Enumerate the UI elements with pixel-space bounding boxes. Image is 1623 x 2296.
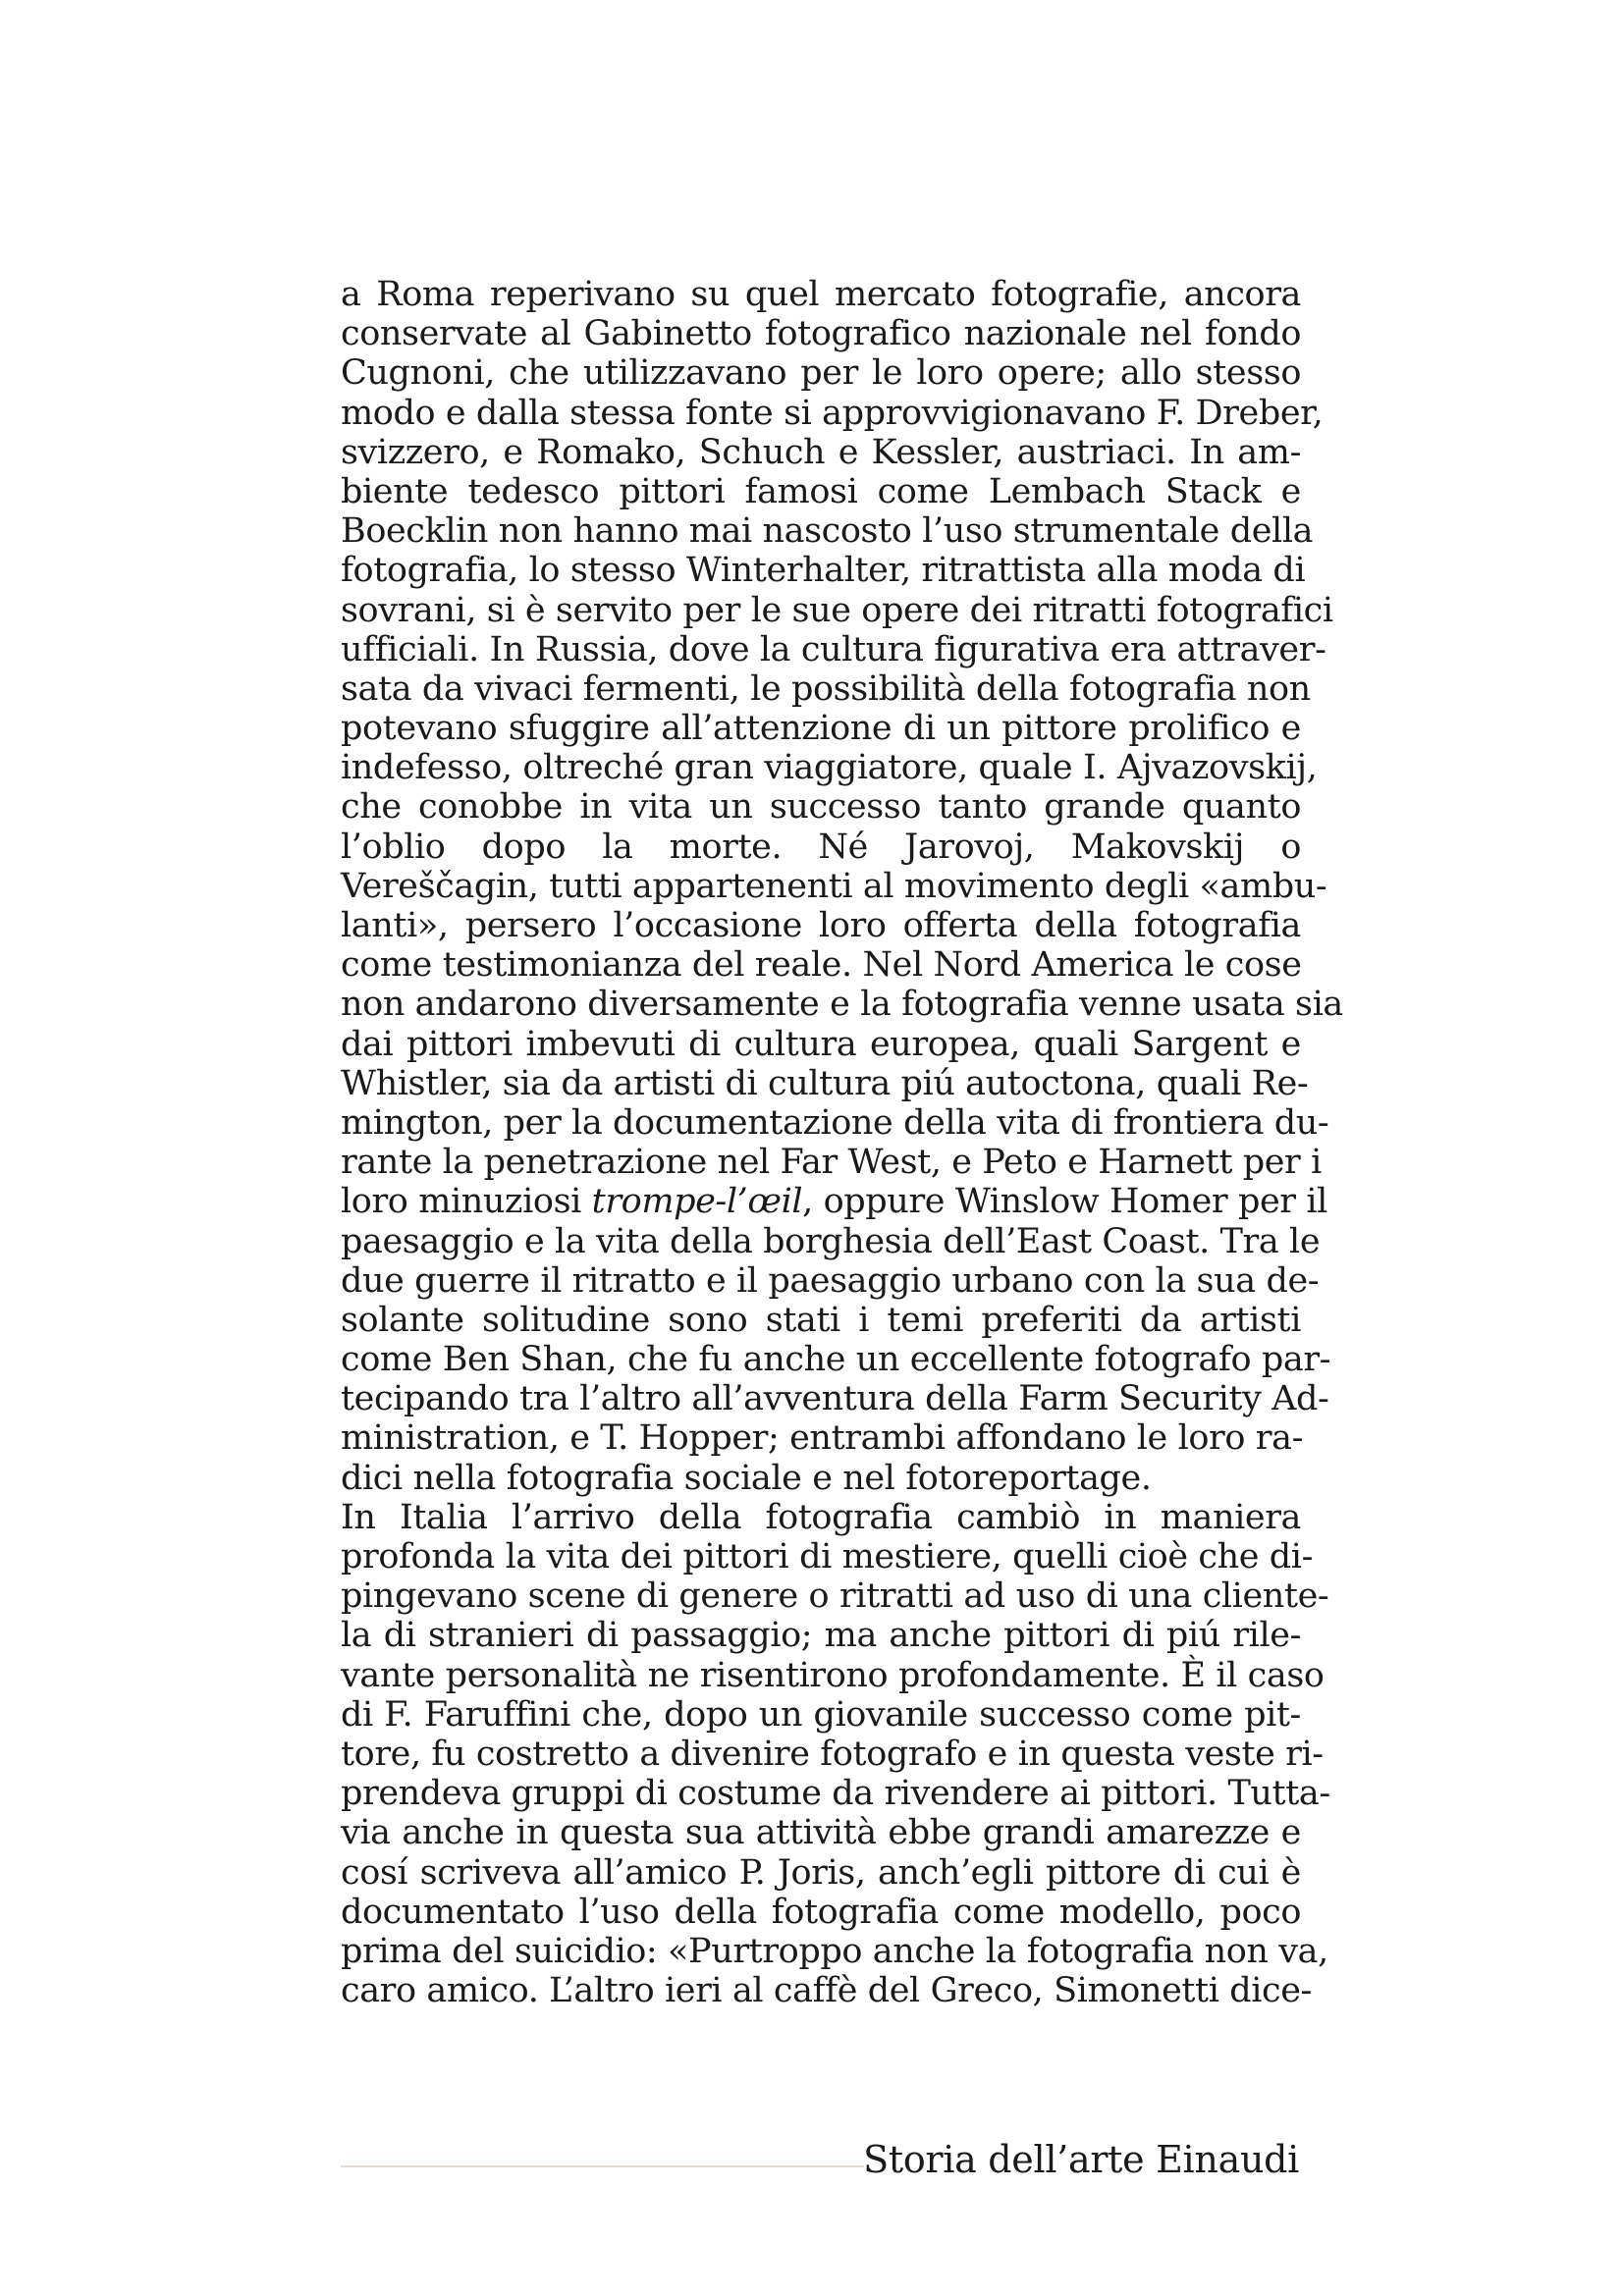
text-line: mington, per la documentazione della vita di frontiera du-	[341, 1102, 1329, 1143]
text-line: come Ben Shan, che fu anche un eccellente fotografo par-	[341, 1340, 1331, 1380]
text-segment: , oppure Winslow Homer per il	[802, 1182, 1327, 1222]
text-line: fotografia, lo stesso Winterhalter, ritrattista alla moda di	[341, 551, 1306, 591]
text-line-italic-phrase	[341, 1182, 1327, 1222]
text-line: tore, fu costretto a divenire fotografo e in questa veste ri-	[341, 1734, 1324, 1774]
text-line: indefesso, oltreché gran viaggiatore, quale I. Ajvazovskij,	[341, 748, 1318, 788]
text-line: svizzero, e Romako, Schuch e Kessler, austriaci. In am-	[341, 432, 1301, 472]
text-line: lanti», persero l’occasione loro offerta della fotografia	[341, 906, 1301, 945]
text-line: conservate al Gabinetto fotografico nazionale nel fondo	[341, 314, 1301, 354]
text-line: l’oblio dopo la morte. Né Jarovoj, Makovskij o	[341, 827, 1301, 867]
text-line: modo e dalla stessa fonte si approvvigionavano F. Dreber,	[341, 393, 1324, 433]
text-line: Whistler, sia da artisti di cultura piú autoctona, quali Re-	[341, 1063, 1309, 1103]
text-line: In Italia l’arrivo della fotografia cambiò in maniera	[341, 1497, 1301, 1537]
text-line: a Roma reperivano su quel mercato fotografie, ancora	[341, 275, 1301, 314]
text-line: documentato l’uso della fotografia come modello, poco	[341, 1892, 1301, 1932]
footer-title: Storia dell’arte Einaudi	[863, 2138, 1299, 2181]
text-line: pingevano scene di genere o ritratti ad uso di una clientе-	[341, 1576, 1329, 1617]
text-line: tecipando tra l’altro all’avventura della Farm Security Ad-	[341, 1379, 1329, 1419]
footer-rule	[341, 2165, 864, 2167]
text-line: sovrani, si è servito per le sue opere dei ritratti fotografici	[341, 590, 1333, 630]
text-line: prendeva gruppi di costume da rivendere ai pittori. Tutta-	[341, 1774, 1330, 1814]
text-line: Boecklin non hanno mai nascosto l’uso strumentale della	[341, 511, 1314, 552]
text-line: ministration, e T. Hopper; entrambi affondano le loro ra-	[341, 1418, 1303, 1459]
text-line: rante la penetrazione nel Far West, e Peto e Harnett per i	[341, 1143, 1322, 1183]
text-line: la di stranieri di passaggio; ma anche pittori di piú rile-	[341, 1616, 1301, 1656]
text-line: come testimonianza del reale. Nel Nord America le cose	[341, 945, 1302, 986]
italic-term: trompe-l’œil	[591, 1182, 803, 1222]
text-line: prima del suicidio: «Purtroppo anche la fotografia non va,	[341, 1931, 1328, 1971]
text-line: sata da vivaci fermenti, le possibilità della fotografia non	[341, 668, 1311, 709]
text-line: vante personalità ne risentirono profondamente. È il caso	[341, 1655, 1325, 1695]
text-segment: loro minuziosi	[341, 1182, 592, 1222]
text-line: Vereščagin, tutti appartenenti al movimento degli «ambu-	[341, 866, 1327, 906]
text-line: profonda la vita dei pittori di mestiere, quelli cioè che di-	[341, 1537, 1314, 1576]
text-line: Cugnoni, che utilizzavano per le loro opere; allo stesso	[341, 353, 1301, 394]
text-line: ufficiali. In Russia, dove la cultura figurativa era attraver-	[341, 629, 1326, 669]
text-line: caro amico. L’altro ieri al caffè del Greco, Simonetti dice-	[341, 1971, 1312, 2011]
text-line: dai pittori imbevuti di cultura europea, quali Sargent e	[341, 1024, 1301, 1064]
text-line: due guerre il ritratto e il paesaggio urbano con la sua de-	[341, 1260, 1320, 1301]
text-line: paesaggio e la vita della borghesia dell’East Coast. Tra le	[341, 1221, 1321, 1261]
text-line: cosí scriveva all’amico P. Joris, anch’egli pittore di cui è	[341, 1852, 1301, 1893]
body-text	[341, 275, 1343, 2011]
text-line: potevano sfuggire all’attenzione di un pittore prolifico e	[341, 709, 1301, 749]
text-line: di F. Faruffini che, dopo un giovanile successo come pit-	[341, 1694, 1301, 1735]
text-line: che conobbe in vita un successo tanto grande quanto	[341, 787, 1301, 828]
text-line: biente tedesco pittori famosi come Lembach Stack e	[341, 471, 1301, 511]
text-line: dici nella fotografia sociale e nel fotoreportage.	[341, 1458, 1152, 1498]
text-line: solante solitudine sono stati i temi preferiti da artisti	[341, 1300, 1301, 1340]
text-line: via anche in questa sua attività ebbe grandi amarezze e	[341, 1813, 1301, 1853]
text-line: non andarono diversamente e la fotografia venne usata sia	[341, 985, 1343, 1025]
